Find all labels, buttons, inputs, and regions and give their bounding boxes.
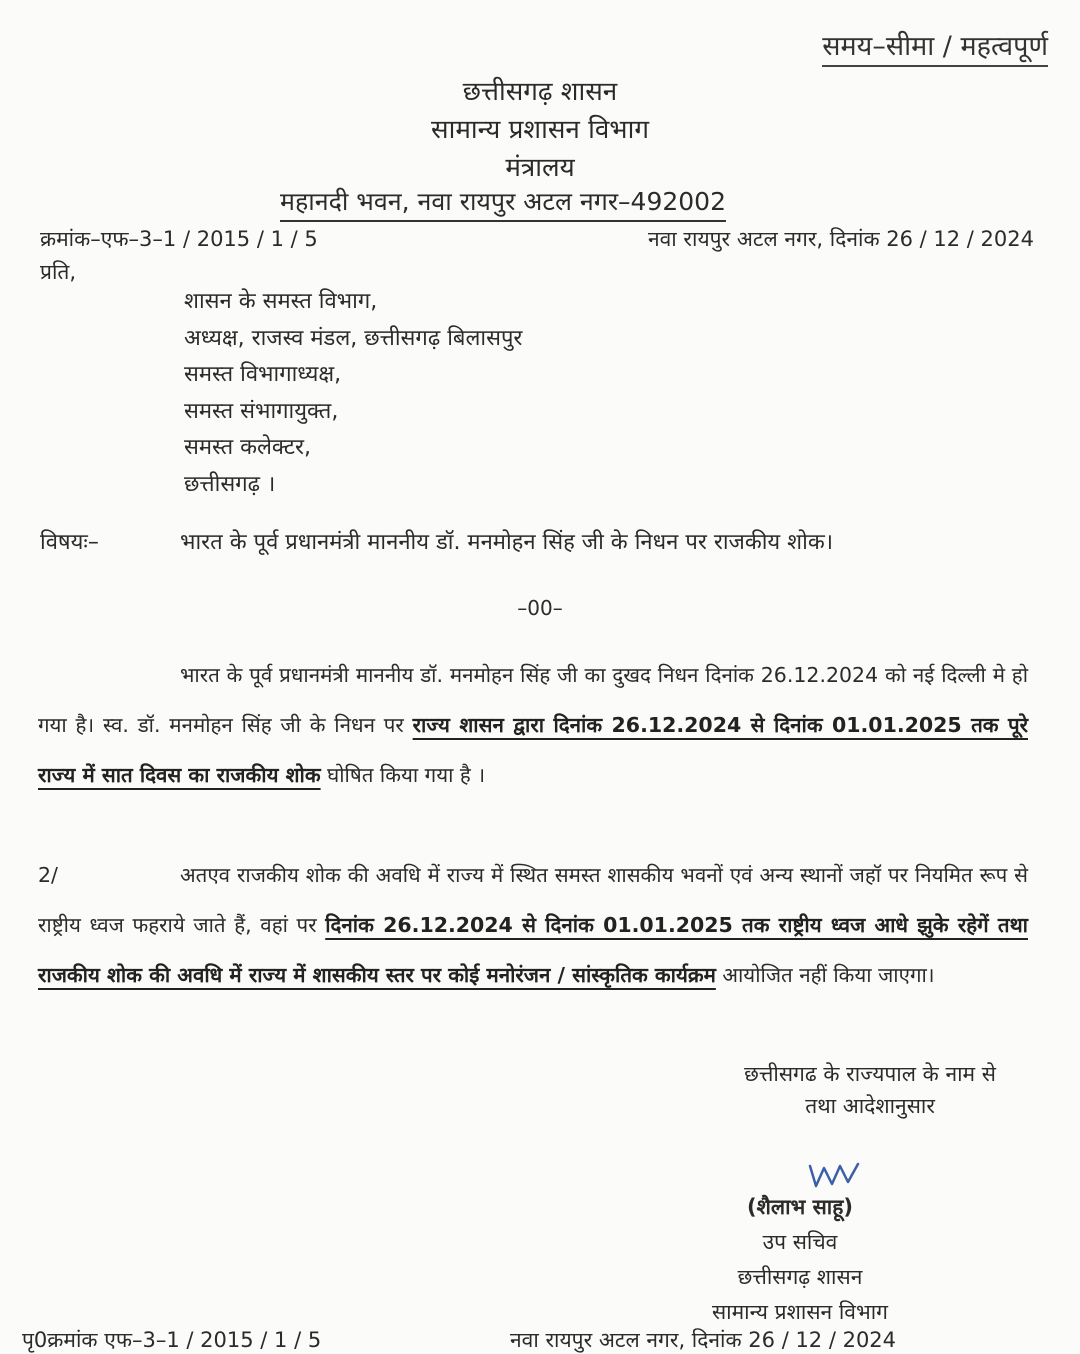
closing-line-1: छत्तीसगढ के राज्यपाल के नाम से: [744, 1062, 996, 1086]
header-address: महानदी भवन, नवा रायपुर अटल नगर–492002: [280, 184, 726, 222]
recipient-item: समस्त कलेक्टर,: [184, 435, 312, 460]
closing-block: [744, 1058, 996, 1122]
subject-label: विषयः–: [40, 530, 99, 555]
paragraph-2-end: आयोजित नहीं किया जाएगा।: [715, 963, 935, 987]
to-label: प्रति,: [40, 260, 77, 284]
recipient-item: अध्यक्ष, राजस्व मंडल, छत्तीसगढ़ बिलासपुर: [184, 325, 523, 351]
header-ministry: मंत्रालय: [505, 153, 575, 183]
separator: –00–: [517, 596, 563, 620]
header-government: छत्तीसगढ़ शासन: [462, 77, 618, 107]
paragraph-1-underlined: राज्य शासन द्वारा दिनांक 26.12.2024 से दिनांक 01.01.2025 तक पूरे राज्य में सात दिवस का राजकीय शोक: [38, 713, 1028, 787]
letter-date: नवा रायपुर अटल नगर, दिनांक 26 / 12 / 2024: [647, 227, 1034, 251]
recipient-item: समस्त संभागायुक्त,: [184, 398, 339, 424]
signatory-department: सामान्य प्रशासन विभाग: [711, 1300, 888, 1324]
paragraph-2-text: अतएव राजकीय शोक की अवधि में राज्य में स्थित समस्त शासकीय भवनों एवं अन्य स्थानों जहॉ पर नियमित रूप से राष्ट्रीय ध्वज फहराये जाते हैं, वहां पर: [38, 863, 1028, 937]
paragraph-1-end: घोषित किया गया है ।: [320, 763, 486, 787]
header-department: सामान्य प्रशासन विभाग: [431, 115, 649, 145]
recipient-list: [184, 284, 522, 503]
subject-text: भारत के पूर्व प्रधानमंत्री माननीय डॉ. मनमोहन सिंह जी के निधन पर राजकीय शोक।: [180, 530, 834, 555]
paragraph-2-number: 2/: [38, 863, 58, 887]
signatory-name: (शैलाभ साहू): [746, 1195, 853, 1219]
priority-marking: समय–सीमा / महत्वपूर्ण: [822, 26, 1048, 67]
closing-line-2: तथा आदेशानुसार: [805, 1094, 935, 1118]
paragraph-2-underlined: दिनांक 26.12.2024 से दिनांक 01.01.2025 तक राष्ट्रीय ध्वज आधे झुके रहेगें तथा राजकीय शोक की अवधि में राज्य में शासकीय स्तर पर कोई मनोरंजन / सांस्कृतिक कार्यक्रम: [38, 913, 1028, 987]
signatory-government: छत्तीसगढ़ शासन: [737, 1265, 863, 1289]
signature-mark: [806, 1160, 862, 1190]
signatory-designation: उप सचिव: [762, 1230, 838, 1254]
footer-reference: पृ0क्रमांक एफ–3–1 / 2015 / 1 / 5: [22, 1328, 322, 1352]
recipient-item: छत्तीसगढ़ ।: [184, 471, 276, 497]
reference-number: क्रमांक–एफ–3–1 / 2015 / 1 / 5: [40, 227, 318, 251]
paragraph-1-text: भारत के पूर्व प्रधानमंत्री माननीय डॉ. मनमोहन सिंह जी का दुखद निधन दिनांक 26.12.2024 को नई दिल्ली मे हो गया है। स्व. डॉ. मनमोहन सिंह जी के निधन पर: [38, 663, 1028, 737]
paragraph-1: [38, 650, 1028, 800]
footer-date: नवा रायपुर अटल नगर, दिनांक 26 / 12 / 2024: [510, 1328, 897, 1352]
paragraph-2: [38, 850, 1028, 1000]
recipient-item: समस्त विभागाध्यक्ष,: [184, 362, 342, 387]
recipient-item: शासन के समस्त विभाग,: [184, 289, 378, 314]
signatory-block: [712, 1190, 888, 1330]
